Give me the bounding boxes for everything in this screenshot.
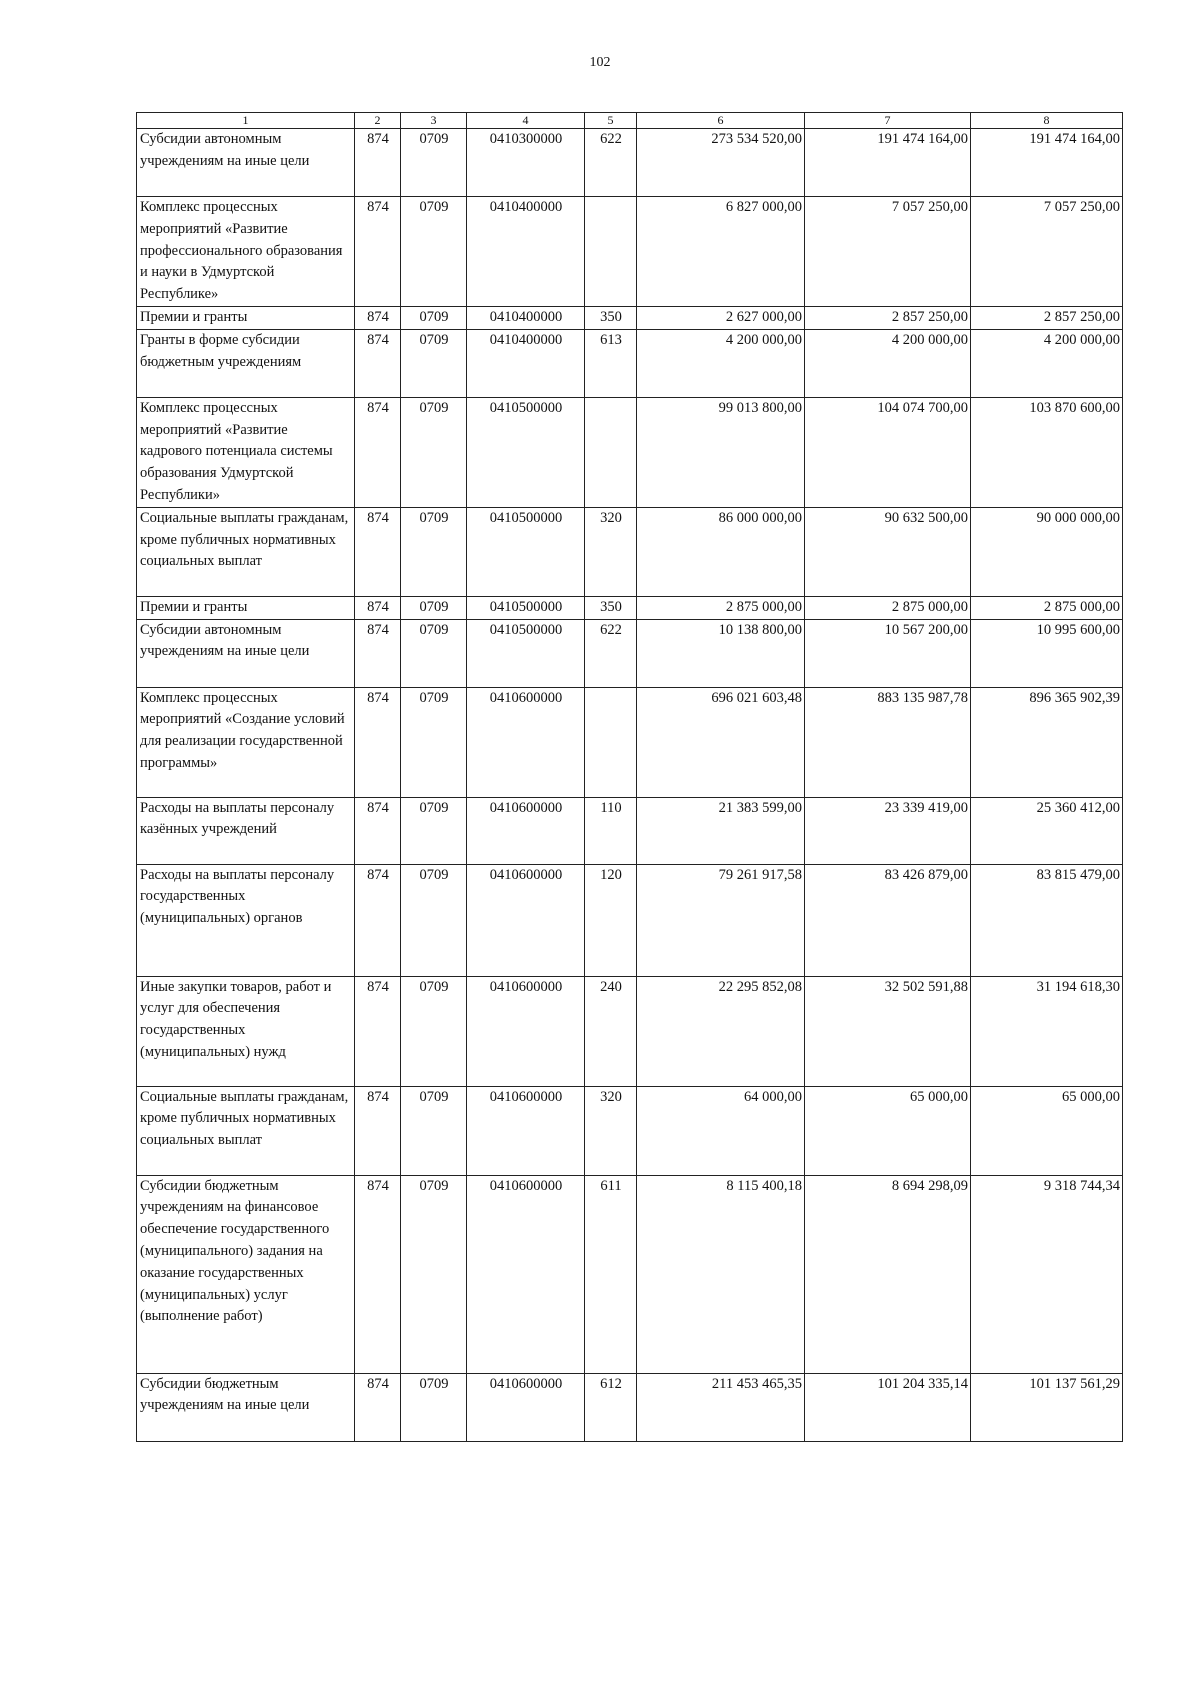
row-section: 0709 bbox=[401, 1086, 467, 1175]
column-header: 2 bbox=[355, 113, 401, 129]
row-year3: 83 815 479,00 bbox=[971, 864, 1123, 976]
row-expense: 611 bbox=[585, 1175, 637, 1373]
column-header: 4 bbox=[467, 113, 585, 129]
row-section: 0709 bbox=[401, 619, 467, 687]
row-year1: 696 021 603,48 bbox=[637, 687, 805, 797]
row-target: 0410600000 bbox=[467, 687, 585, 797]
row-year2: 65 000,00 bbox=[805, 1086, 971, 1175]
table-row bbox=[137, 329, 1123, 397]
table-header-row bbox=[137, 113, 1123, 129]
row-section: 0709 bbox=[401, 329, 467, 397]
row-name: Расходы на выплаты персоналу государственных (муниципальных) органов bbox=[137, 864, 355, 976]
row-year1: 2 627 000,00 bbox=[637, 307, 805, 330]
row-year1: 6 827 000,00 bbox=[637, 197, 805, 307]
row-section: 0709 bbox=[401, 864, 467, 976]
column-header: 3 bbox=[401, 113, 467, 129]
row-year1: 22 295 852,08 bbox=[637, 976, 805, 1086]
row-expense bbox=[585, 687, 637, 797]
row-year2: 23 339 419,00 bbox=[805, 797, 971, 864]
row-expense: 350 bbox=[585, 307, 637, 330]
table-row bbox=[137, 687, 1123, 797]
row-code: 874 bbox=[355, 129, 401, 197]
row-expense: 350 bbox=[585, 596, 637, 619]
row-target: 0410600000 bbox=[467, 1175, 585, 1373]
row-name: Социальные выплаты гражданам, кроме публичных нормативных социальных выплат bbox=[137, 1086, 355, 1175]
row-code: 874 bbox=[355, 329, 401, 397]
column-header: 5 bbox=[585, 113, 637, 129]
row-year1: 86 000 000,00 bbox=[637, 507, 805, 596]
row-target: 0410600000 bbox=[467, 797, 585, 864]
row-year1: 10 138 800,00 bbox=[637, 619, 805, 687]
row-section: 0709 bbox=[401, 397, 467, 507]
row-year3: 65 000,00 bbox=[971, 1086, 1123, 1175]
row-year1: 4 200 000,00 bbox=[637, 329, 805, 397]
row-expense: 622 bbox=[585, 129, 637, 197]
row-code: 874 bbox=[355, 864, 401, 976]
row-expense: 613 bbox=[585, 329, 637, 397]
page-number: 102 bbox=[589, 55, 611, 70]
row-section: 0709 bbox=[401, 507, 467, 596]
row-expense bbox=[585, 197, 637, 307]
row-section: 0709 bbox=[401, 1373, 467, 1441]
row-year2: 10 567 200,00 bbox=[805, 619, 971, 687]
row-year2: 90 632 500,00 bbox=[805, 507, 971, 596]
row-year3: 103 870 600,00 bbox=[971, 397, 1123, 507]
row-name: Иные закупки товаров, работ и услуг для обеспечения государственных (муниципальных) нужд bbox=[137, 976, 355, 1086]
table-row bbox=[137, 307, 1123, 330]
row-expense: 240 bbox=[585, 976, 637, 1086]
row-section: 0709 bbox=[401, 797, 467, 864]
row-target: 0410400000 bbox=[467, 329, 585, 397]
row-code: 874 bbox=[355, 1373, 401, 1441]
row-name: Комплекс процессных мероприятий «Развитие профессионального образования и науки в Удмуртской Республике» bbox=[137, 197, 355, 307]
row-code: 874 bbox=[355, 307, 401, 330]
row-target: 0410600000 bbox=[467, 1373, 585, 1441]
row-target: 0410500000 bbox=[467, 619, 585, 687]
row-target: 0410600000 bbox=[467, 976, 585, 1086]
row-year1: 211 453 465,35 bbox=[637, 1373, 805, 1441]
row-year3: 2 857 250,00 bbox=[971, 307, 1123, 330]
table-row bbox=[137, 976, 1123, 1086]
row-name: Премии и гранты bbox=[137, 307, 355, 330]
row-section: 0709 bbox=[401, 197, 467, 307]
row-year3: 7 057 250,00 bbox=[971, 197, 1123, 307]
row-code: 874 bbox=[355, 507, 401, 596]
row-expense bbox=[585, 397, 637, 507]
row-section: 0709 bbox=[401, 129, 467, 197]
row-code: 874 bbox=[355, 687, 401, 797]
row-code: 874 bbox=[355, 197, 401, 307]
row-name: Комплекс процессных мероприятий «Создание условий для реализации государственной программы» bbox=[137, 687, 355, 797]
row-target: 0410400000 bbox=[467, 197, 585, 307]
table-row bbox=[137, 1086, 1123, 1175]
row-code: 874 bbox=[355, 397, 401, 507]
row-year1: 2 875 000,00 bbox=[637, 596, 805, 619]
row-target: 0410600000 bbox=[467, 1086, 585, 1175]
column-header: 7 bbox=[805, 113, 971, 129]
row-expense: 110 bbox=[585, 797, 637, 864]
row-year1: 8 115 400,18 bbox=[637, 1175, 805, 1373]
row-year2: 104 074 700,00 bbox=[805, 397, 971, 507]
row-year3: 191 474 164,00 bbox=[971, 129, 1123, 197]
table-row bbox=[137, 397, 1123, 507]
row-section: 0709 bbox=[401, 596, 467, 619]
row-name: Расходы на выплаты персоналу казённых учреждений bbox=[137, 797, 355, 864]
row-year3: 10 995 600,00 bbox=[971, 619, 1123, 687]
row-year1: 21 383 599,00 bbox=[637, 797, 805, 864]
table-row bbox=[137, 129, 1123, 197]
row-target: 0410500000 bbox=[467, 397, 585, 507]
row-expense: 622 bbox=[585, 619, 637, 687]
row-year3: 90 000 000,00 bbox=[971, 507, 1123, 596]
table-row bbox=[137, 1373, 1123, 1441]
row-expense: 320 bbox=[585, 1086, 637, 1175]
table-row bbox=[137, 864, 1123, 976]
row-name: Премии и гранты bbox=[137, 596, 355, 619]
row-year2: 883 135 987,78 bbox=[805, 687, 971, 797]
row-year1: 79 261 917,58 bbox=[637, 864, 805, 976]
row-year3: 2 875 000,00 bbox=[971, 596, 1123, 619]
row-code: 874 bbox=[355, 1175, 401, 1373]
row-year3: 4 200 000,00 bbox=[971, 329, 1123, 397]
row-name: Субсидии автономным учреждениям на иные цели bbox=[137, 129, 355, 197]
row-target: 0410500000 bbox=[467, 596, 585, 619]
table-row bbox=[137, 197, 1123, 307]
row-section: 0709 bbox=[401, 307, 467, 330]
row-year2: 4 200 000,00 bbox=[805, 329, 971, 397]
row-name: Гранты в форме субсидии бюджетным учреждениям bbox=[137, 329, 355, 397]
row-expense: 612 bbox=[585, 1373, 637, 1441]
budget-table bbox=[136, 112, 1123, 1442]
row-year3: 25 360 412,00 bbox=[971, 797, 1123, 864]
row-code: 874 bbox=[355, 596, 401, 619]
row-year2: 32 502 591,88 bbox=[805, 976, 971, 1086]
table-row bbox=[137, 1175, 1123, 1373]
row-code: 874 bbox=[355, 619, 401, 687]
row-name: Субсидии бюджетным учреждениям на иные цели bbox=[137, 1373, 355, 1441]
row-year1: 64 000,00 bbox=[637, 1086, 805, 1175]
row-year2: 7 057 250,00 bbox=[805, 197, 971, 307]
row-year1: 273 534 520,00 bbox=[637, 129, 805, 197]
row-name: Социальные выплаты гражданам, кроме публичных нормативных социальных выплат bbox=[137, 507, 355, 596]
row-year2: 2 857 250,00 bbox=[805, 307, 971, 330]
row-code: 874 bbox=[355, 1086, 401, 1175]
row-section: 0709 bbox=[401, 976, 467, 1086]
row-expense: 320 bbox=[585, 507, 637, 596]
row-target: 0410500000 bbox=[467, 507, 585, 596]
row-year2: 191 474 164,00 bbox=[805, 129, 971, 197]
row-year3: 31 194 618,30 bbox=[971, 976, 1123, 1086]
row-year2: 2 875 000,00 bbox=[805, 596, 971, 619]
row-year3: 9 318 744,34 bbox=[971, 1175, 1123, 1373]
row-expense: 120 bbox=[585, 864, 637, 976]
row-year2: 83 426 879,00 bbox=[805, 864, 971, 976]
column-header: 6 bbox=[637, 113, 805, 129]
row-code: 874 bbox=[355, 976, 401, 1086]
row-name: Субсидии бюджетным учреждениям на финансовое обеспечение государственного (муниципального) задания на оказание государственных (муниципальных) услуг (выполнение работ) bbox=[137, 1175, 355, 1373]
row-code: 874 bbox=[355, 797, 401, 864]
column-header: 8 bbox=[971, 113, 1123, 129]
table-row bbox=[137, 619, 1123, 687]
row-target: 0410600000 bbox=[467, 864, 585, 976]
row-year1: 99 013 800,00 bbox=[637, 397, 805, 507]
column-header: 1 bbox=[137, 113, 355, 129]
row-year3: 896 365 902,39 bbox=[971, 687, 1123, 797]
row-name: Комплекс процессных мероприятий «Развитие кадрового потенциала системы образования Удмуртской Республики» bbox=[137, 397, 355, 507]
table-row bbox=[137, 797, 1123, 864]
row-year3: 101 137 561,29 bbox=[971, 1373, 1123, 1441]
table-row bbox=[137, 507, 1123, 596]
row-section: 0709 bbox=[401, 1175, 467, 1373]
row-section: 0709 bbox=[401, 687, 467, 797]
row-year2: 8 694 298,09 bbox=[805, 1175, 971, 1373]
row-target: 0410300000 bbox=[467, 129, 585, 197]
row-year2: 101 204 335,14 bbox=[805, 1373, 971, 1441]
table-row bbox=[137, 596, 1123, 619]
row-target: 0410400000 bbox=[467, 307, 585, 330]
row-name: Субсидии автономным учреждениям на иные цели bbox=[137, 619, 355, 687]
